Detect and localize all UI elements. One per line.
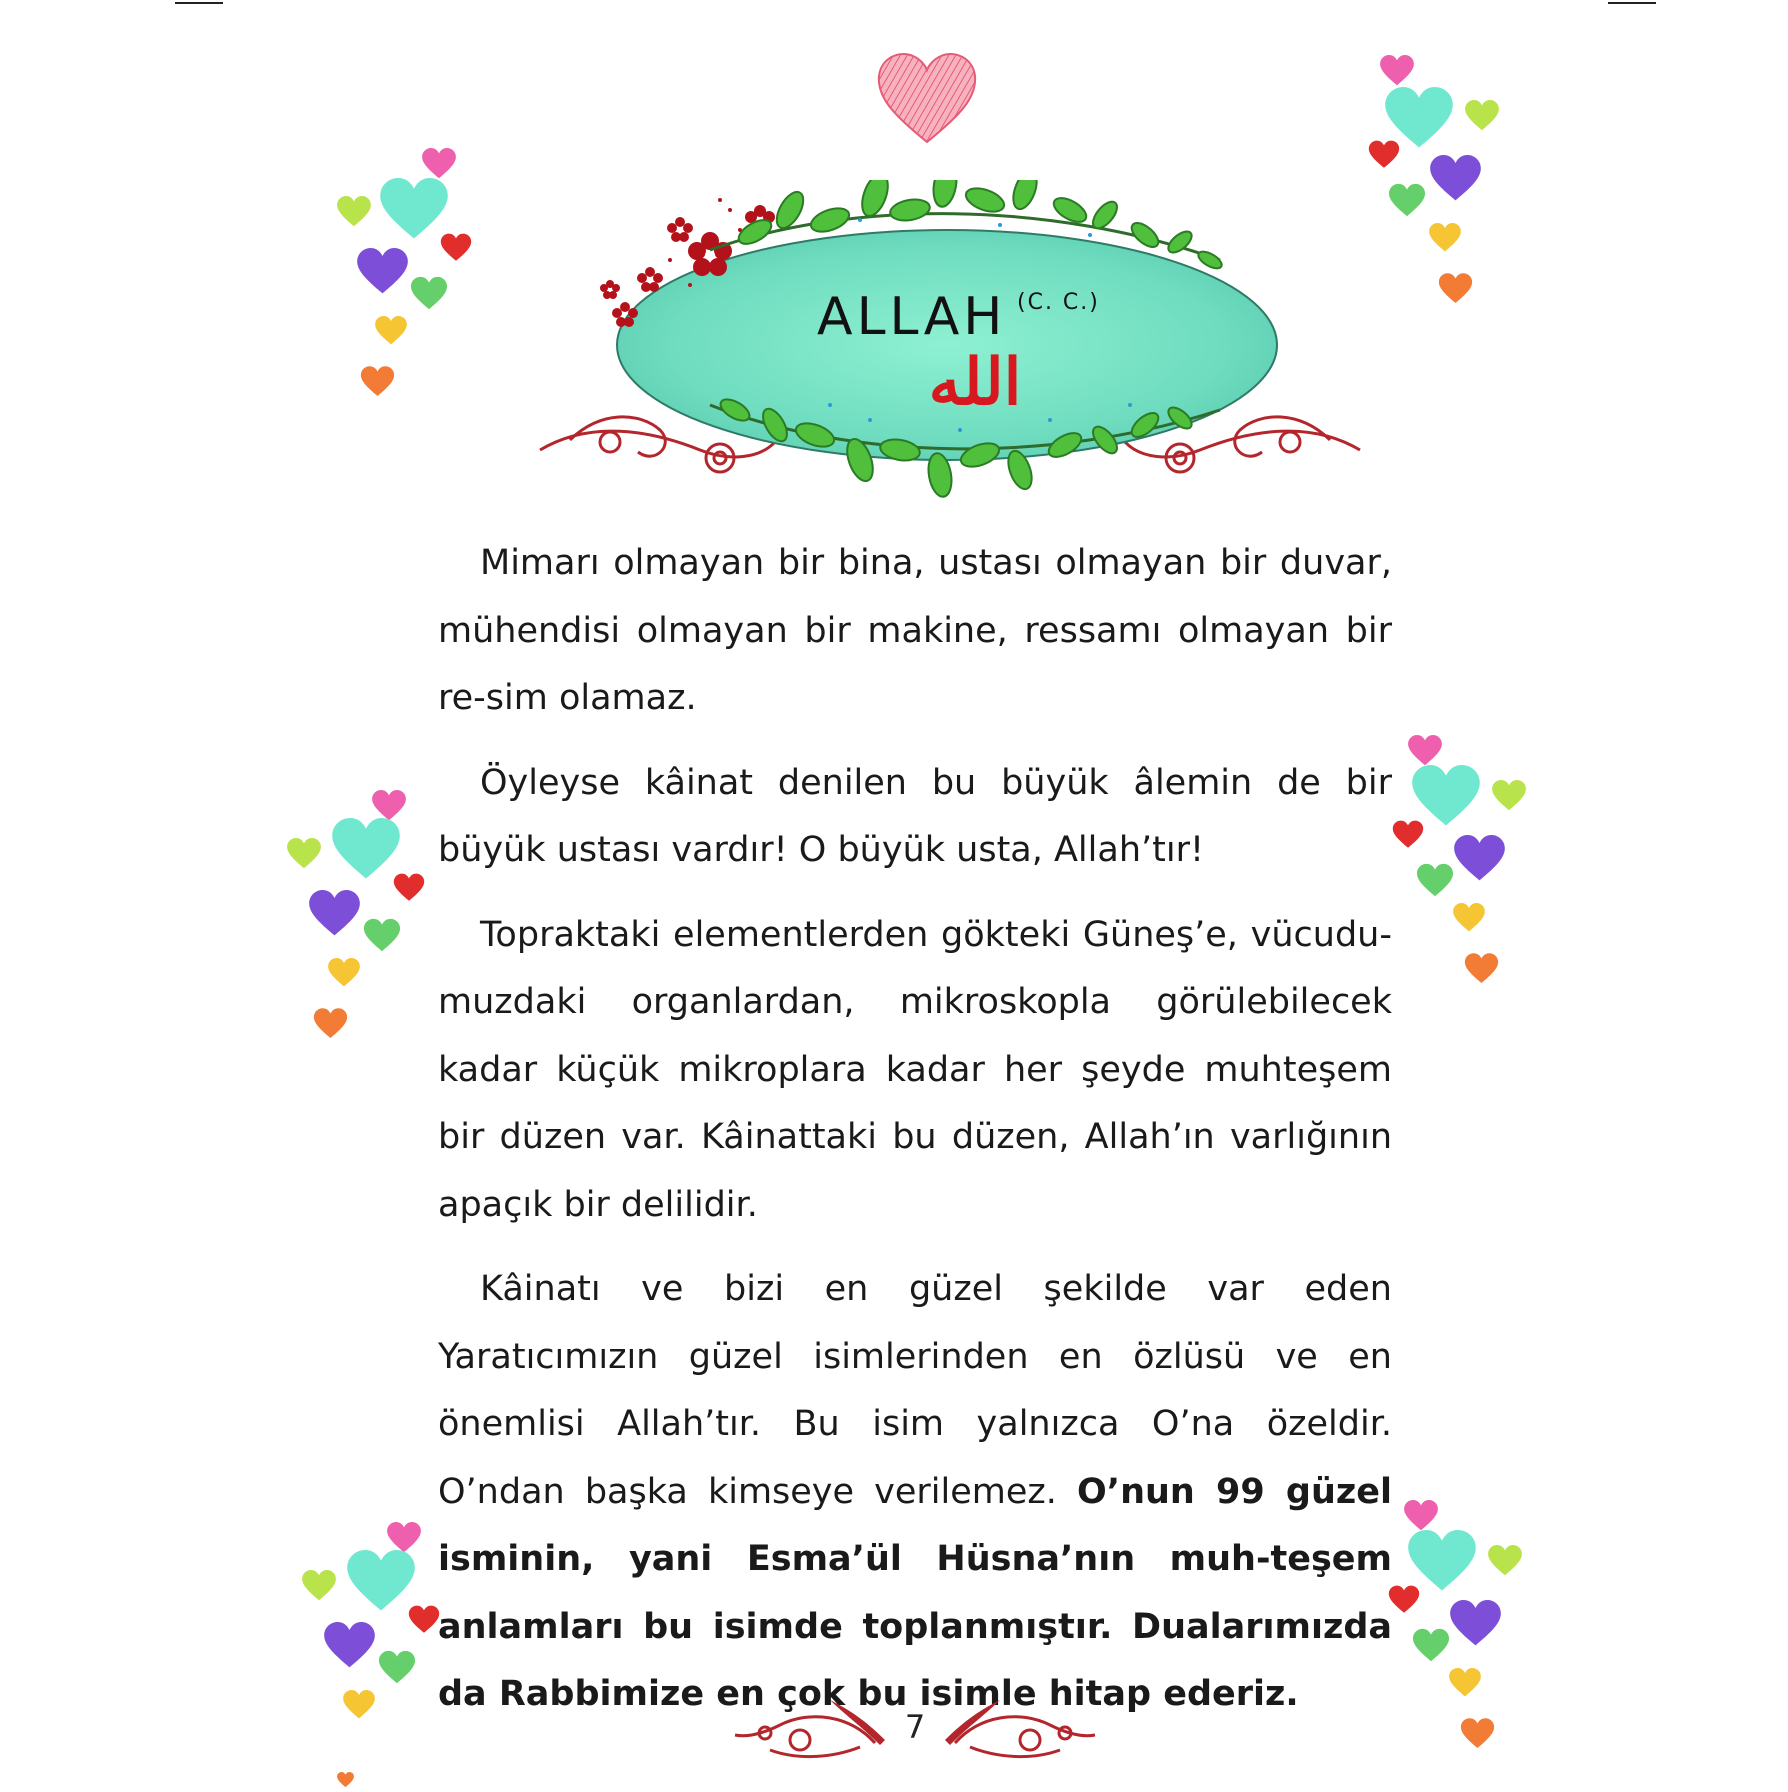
paragraph-2: Öyleyse kâinat denilen bu büyük âlemin de bir büyük ustası vardır! O büyük usta, Allah’tır! bbox=[438, 762, 1392, 870]
paragraph-3: Topraktaki elementlerden gökteki Güneş’e, vücudu-muzdaki organlardan, mikroskopla görülebilecek kadar küçük mikroplara kadar her şeyde muhteşem bir düzen var. Kâinattaki bu düzen, Allah’ın varlığının apaçık bir delilidir. bbox=[438, 914, 1392, 1225]
title-ornament bbox=[530, 180, 1370, 510]
paragraph-4 bbox=[438, 1256, 1392, 1729]
paragraph-4-regular: Kâinatı ve bizi en güzel şekilde var eden Yaratıcımızın güzel isimlerinden en özlüsü ve en önemlisi Allah’tır. Bu isim yalnızca O’na özeldir. O’ndan başka kimseye verilemez. bbox=[438, 1269, 1392, 1512]
paragraph-4-bold: O’nun 99 güzel isminin, yani Esma’ül Hüsna’nın muh-teşem anlamları bu isimde toplanmıştır. Dualarımızda da Rabbimize en çok bu isimle hitap ederiz. bbox=[438, 1471, 1392, 1714]
paragraph-1: Mimarı olmayan bir bina, ustası olmayan bir duvar, mühendisi olmayan bir makine, ressamı olmayan bir re-sim olamaz. bbox=[438, 543, 1392, 718]
title-suffix: (C. C.) bbox=[1017, 290, 1100, 315]
colorful-hearts-icon bbox=[1388, 1500, 1538, 1764]
colorful-hearts-icon bbox=[1368, 55, 1518, 319]
page-title: ALLAH bbox=[817, 287, 1007, 347]
crop-mark-right bbox=[1608, 2, 1656, 4]
colorful-hearts-icon bbox=[300, 1522, 450, 1792]
page-number: 7 bbox=[904, 1708, 926, 1746]
colorful-hearts-icon bbox=[330, 148, 480, 412]
arabic-calligraphy: الله bbox=[928, 345, 1022, 420]
colorful-hearts-icon bbox=[285, 790, 435, 1054]
colorful-hearts-icon bbox=[1392, 735, 1542, 999]
pink-heart-icon bbox=[875, 50, 980, 145]
body-text bbox=[438, 530, 1392, 1729]
crop-mark-left bbox=[175, 2, 223, 4]
